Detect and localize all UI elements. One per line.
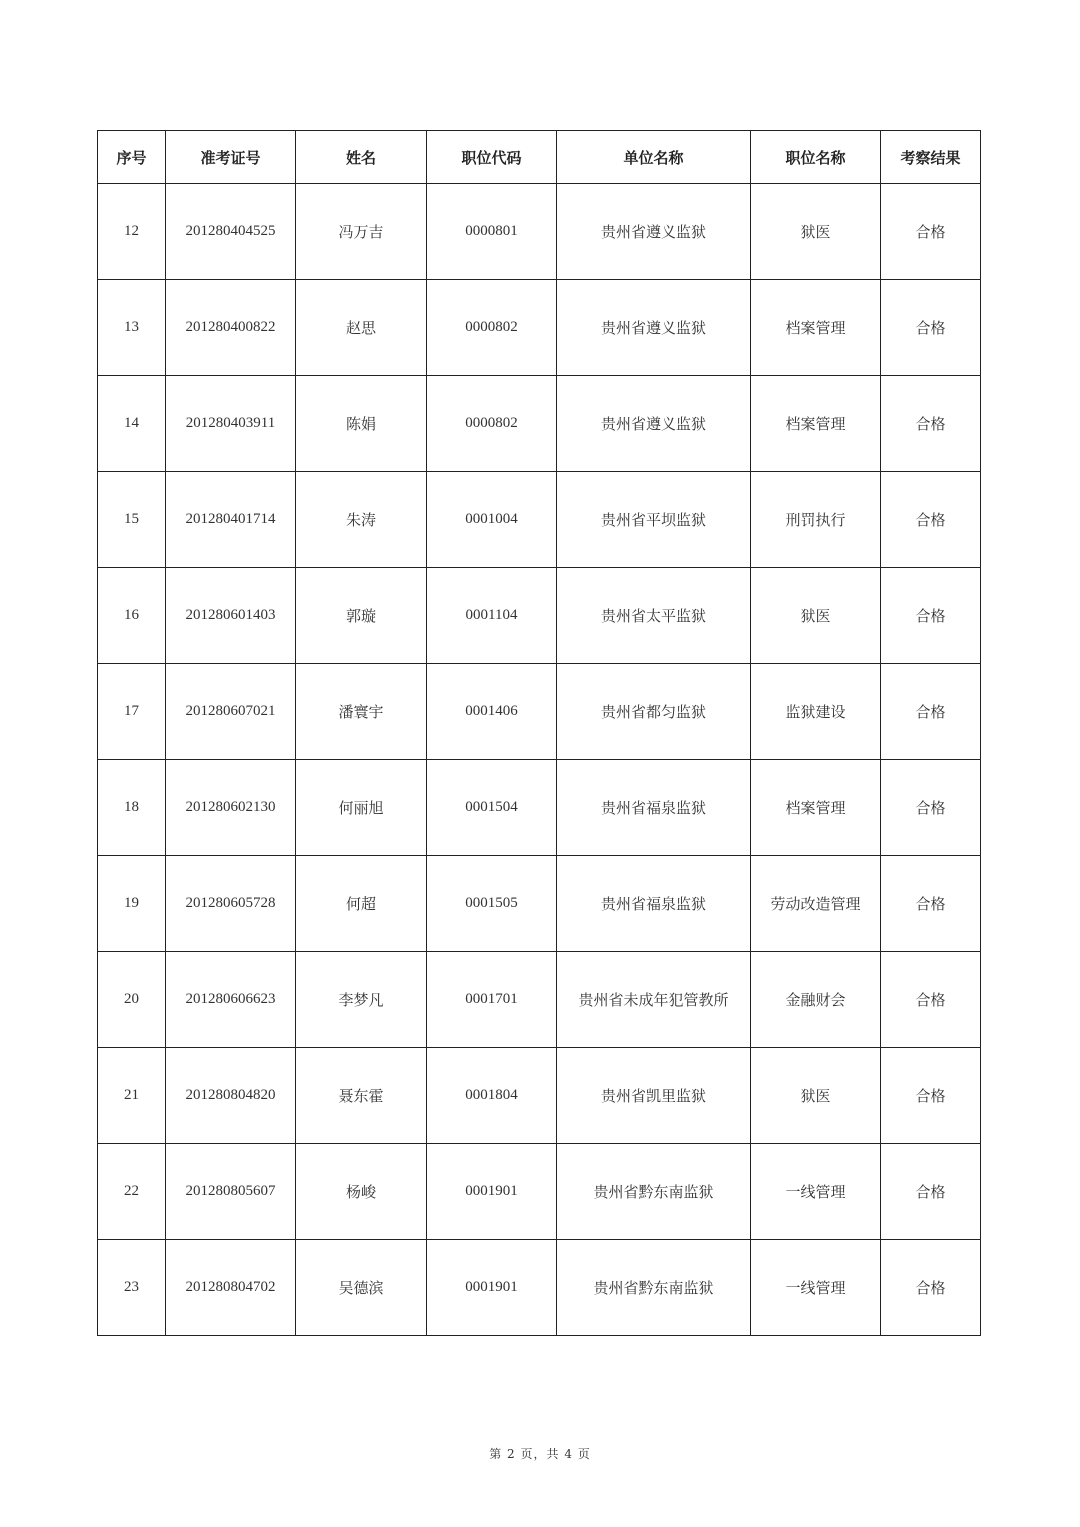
cell-name: 郭璇 — [296, 568, 427, 664]
table-row — [98, 664, 981, 760]
cell-result: 合格 — [881, 760, 981, 856]
cell-position-code: 0001901 — [427, 1144, 557, 1240]
cell-name: 何超 — [296, 856, 427, 952]
cell-index: 21 — [98, 1048, 166, 1144]
cell-unit-name: 贵州省福泉监狱 — [557, 856, 751, 952]
cell-ticket-number: 201280605728 — [166, 856, 296, 952]
cell-index: 19 — [98, 856, 166, 952]
table-row — [98, 952, 981, 1048]
table-row — [98, 1144, 981, 1240]
cell-position-code: 0001505 — [427, 856, 557, 952]
cell-result: 合格 — [881, 1240, 981, 1336]
cell-position-code: 0001504 — [427, 760, 557, 856]
cell-unit-name: 贵州省遵义监狱 — [557, 184, 751, 280]
cell-index: 15 — [98, 472, 166, 568]
cell-name: 杨峻 — [296, 1144, 427, 1240]
cell-name: 何丽旭 — [296, 760, 427, 856]
header-cell-name: 姓名 — [296, 131, 427, 184]
cell-name: 潘寰宇 — [296, 664, 427, 760]
cell-position-name: 刑罚执行 — [751, 472, 881, 568]
cell-name: 聂东霍 — [296, 1048, 427, 1144]
cell-position-name: 一线管理 — [751, 1144, 881, 1240]
cell-unit-name: 贵州省未成年犯管教所 — [557, 952, 751, 1048]
cell-index: 23 — [98, 1240, 166, 1336]
results-table — [97, 130, 981, 1336]
cell-position-name: 狱医 — [751, 1048, 881, 1144]
cell-index: 13 — [98, 280, 166, 376]
cell-unit-name: 贵州省平坝监狱 — [557, 472, 751, 568]
cell-result: 合格 — [881, 664, 981, 760]
cell-name: 赵思 — [296, 280, 427, 376]
header-cell-position-name: 职位名称 — [751, 131, 881, 184]
cell-unit-name: 贵州省遵义监狱 — [557, 280, 751, 376]
cell-result: 合格 — [881, 1048, 981, 1144]
cell-result: 合格 — [881, 856, 981, 952]
cell-ticket-number: 201280404525 — [166, 184, 296, 280]
cell-position-code: 0001406 — [427, 664, 557, 760]
cell-ticket-number: 201280602130 — [166, 760, 296, 856]
page-number: 第 2 页，共 4 页 — [489, 1447, 591, 1461]
header-cell-index: 序号 — [98, 131, 166, 184]
cell-result: 合格 — [881, 280, 981, 376]
cell-position-code: 0000801 — [427, 184, 557, 280]
cell-ticket-number: 201280805607 — [166, 1144, 296, 1240]
cell-result: 合格 — [881, 568, 981, 664]
table-row — [98, 184, 981, 280]
cell-position-name: 监狱建设 — [751, 664, 881, 760]
cell-unit-name: 贵州省福泉监狱 — [557, 760, 751, 856]
cell-index: 17 — [98, 664, 166, 760]
cell-result: 合格 — [881, 184, 981, 280]
table-row — [98, 472, 981, 568]
cell-position-name: 狱医 — [751, 568, 881, 664]
table-body — [98, 184, 981, 1336]
cell-unit-name: 贵州省凯里监狱 — [557, 1048, 751, 1144]
cell-unit-name: 贵州省太平监狱 — [557, 568, 751, 664]
cell-unit-name: 贵州省黔东南监狱 — [557, 1144, 751, 1240]
cell-ticket-number: 201280607021 — [166, 664, 296, 760]
table-row — [98, 1048, 981, 1144]
cell-unit-name: 贵州省遵义监狱 — [557, 376, 751, 472]
cell-position-code: 0001901 — [427, 1240, 557, 1336]
cell-unit-name: 贵州省都匀监狱 — [557, 664, 751, 760]
cell-index: 14 — [98, 376, 166, 472]
cell-result: 合格 — [881, 472, 981, 568]
cell-index: 12 — [98, 184, 166, 280]
table-row — [98, 568, 981, 664]
cell-name: 李梦凡 — [296, 952, 427, 1048]
header-cell-unit-name: 单位名称 — [557, 131, 751, 184]
cell-position-name: 档案管理 — [751, 760, 881, 856]
cell-position-name: 档案管理 — [751, 280, 881, 376]
cell-index: 16 — [98, 568, 166, 664]
cell-result: 合格 — [881, 1144, 981, 1240]
cell-ticket-number: 201280400822 — [166, 280, 296, 376]
table-row — [98, 856, 981, 952]
cell-position-name: 一线管理 — [751, 1240, 881, 1336]
cell-index: 18 — [98, 760, 166, 856]
cell-index: 22 — [98, 1144, 166, 1240]
cell-position-code: 0001804 — [427, 1048, 557, 1144]
cell-name: 冯万吉 — [296, 184, 427, 280]
header-cell-result: 考察结果 — [881, 131, 981, 184]
cell-result: 合格 — [881, 376, 981, 472]
cell-ticket-number: 201280804820 — [166, 1048, 296, 1144]
table-header-row — [98, 131, 981, 184]
cell-position-name: 狱医 — [751, 184, 881, 280]
cell-ticket-number: 201280606623 — [166, 952, 296, 1048]
header-cell-ticket-number: 准考证号 — [166, 131, 296, 184]
cell-unit-name: 贵州省黔东南监狱 — [557, 1240, 751, 1336]
table-row — [98, 1240, 981, 1336]
cell-result: 合格 — [881, 952, 981, 1048]
cell-ticket-number: 201280401714 — [166, 472, 296, 568]
cell-position-name: 劳动改造管理 — [751, 856, 881, 952]
table-row — [98, 280, 981, 376]
table-row — [98, 760, 981, 856]
results-table-container — [97, 130, 980, 1336]
cell-ticket-number: 201280804702 — [166, 1240, 296, 1336]
table-row — [98, 376, 981, 472]
cell-ticket-number: 201280403911 — [166, 376, 296, 472]
header-cell-position-code: 职位代码 — [427, 131, 557, 184]
cell-index: 20 — [98, 952, 166, 1048]
cell-ticket-number: 201280601403 — [166, 568, 296, 664]
cell-name: 陈娟 — [296, 376, 427, 472]
cell-name: 吴德滨 — [296, 1240, 427, 1336]
cell-position-name: 档案管理 — [751, 376, 881, 472]
cell-name: 朱涛 — [296, 472, 427, 568]
cell-position-code: 0001104 — [427, 568, 557, 664]
cell-position-name: 金融财会 — [751, 952, 881, 1048]
cell-position-code: 0001701 — [427, 952, 557, 1048]
cell-position-code: 0001004 — [427, 472, 557, 568]
cell-position-code: 0000802 — [427, 280, 557, 376]
cell-position-code: 0000802 — [427, 376, 557, 472]
